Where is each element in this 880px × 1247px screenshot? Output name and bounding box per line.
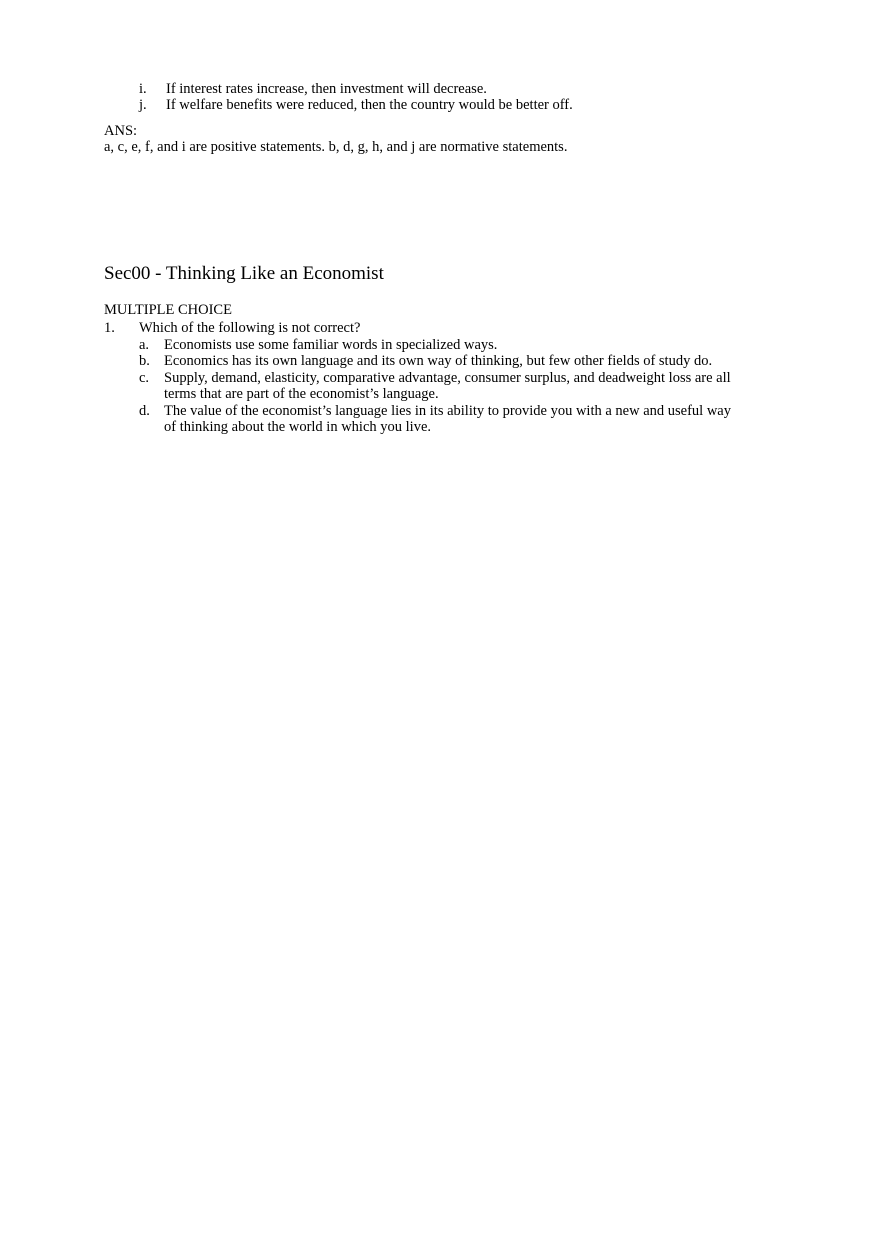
answer-label: ANS: [104,123,138,139]
answer-text: a, c, e, f, and i are positive statements. b, d, g, h, and j are normative statements. [104,139,568,155]
option-text: Supply, demand, elasticity, comparative advantage, consumer surplus, and deadweight loss are all [164,370,731,386]
item-label-i: i. [139,81,147,97]
section-title: Sec00 - Thinking Like an Economist [104,263,384,284]
item-text-j: If welfare benefits were reduced, then the country would be better off. [166,97,573,113]
option-label: d. [139,403,150,419]
item-text-i: If interest rates increase, then investment will decrease. [166,81,487,97]
question-type-label: MULTIPLE CHOICE [104,302,232,318]
question-number: 1. [104,320,115,336]
option-label: a. [139,337,150,353]
option-text: Economics has its own language and its own way of thinking, but few other fields of study do. [164,353,713,369]
option-text: Economists use some familiar words in specialized ways. [164,337,498,353]
option-text-continued: of thinking about the world in which you live. [164,419,432,435]
item-label-j: j. [139,97,147,113]
option-label: c. [139,370,150,386]
option-label: b. [139,353,150,369]
option-text-continued: terms that are part of the economist’s language. [164,386,439,402]
question-stem: Which of the following is not correct? [139,320,361,336]
option-text: The value of the economist’s language lies in its ability to provide you with a new and useful way [164,403,731,419]
